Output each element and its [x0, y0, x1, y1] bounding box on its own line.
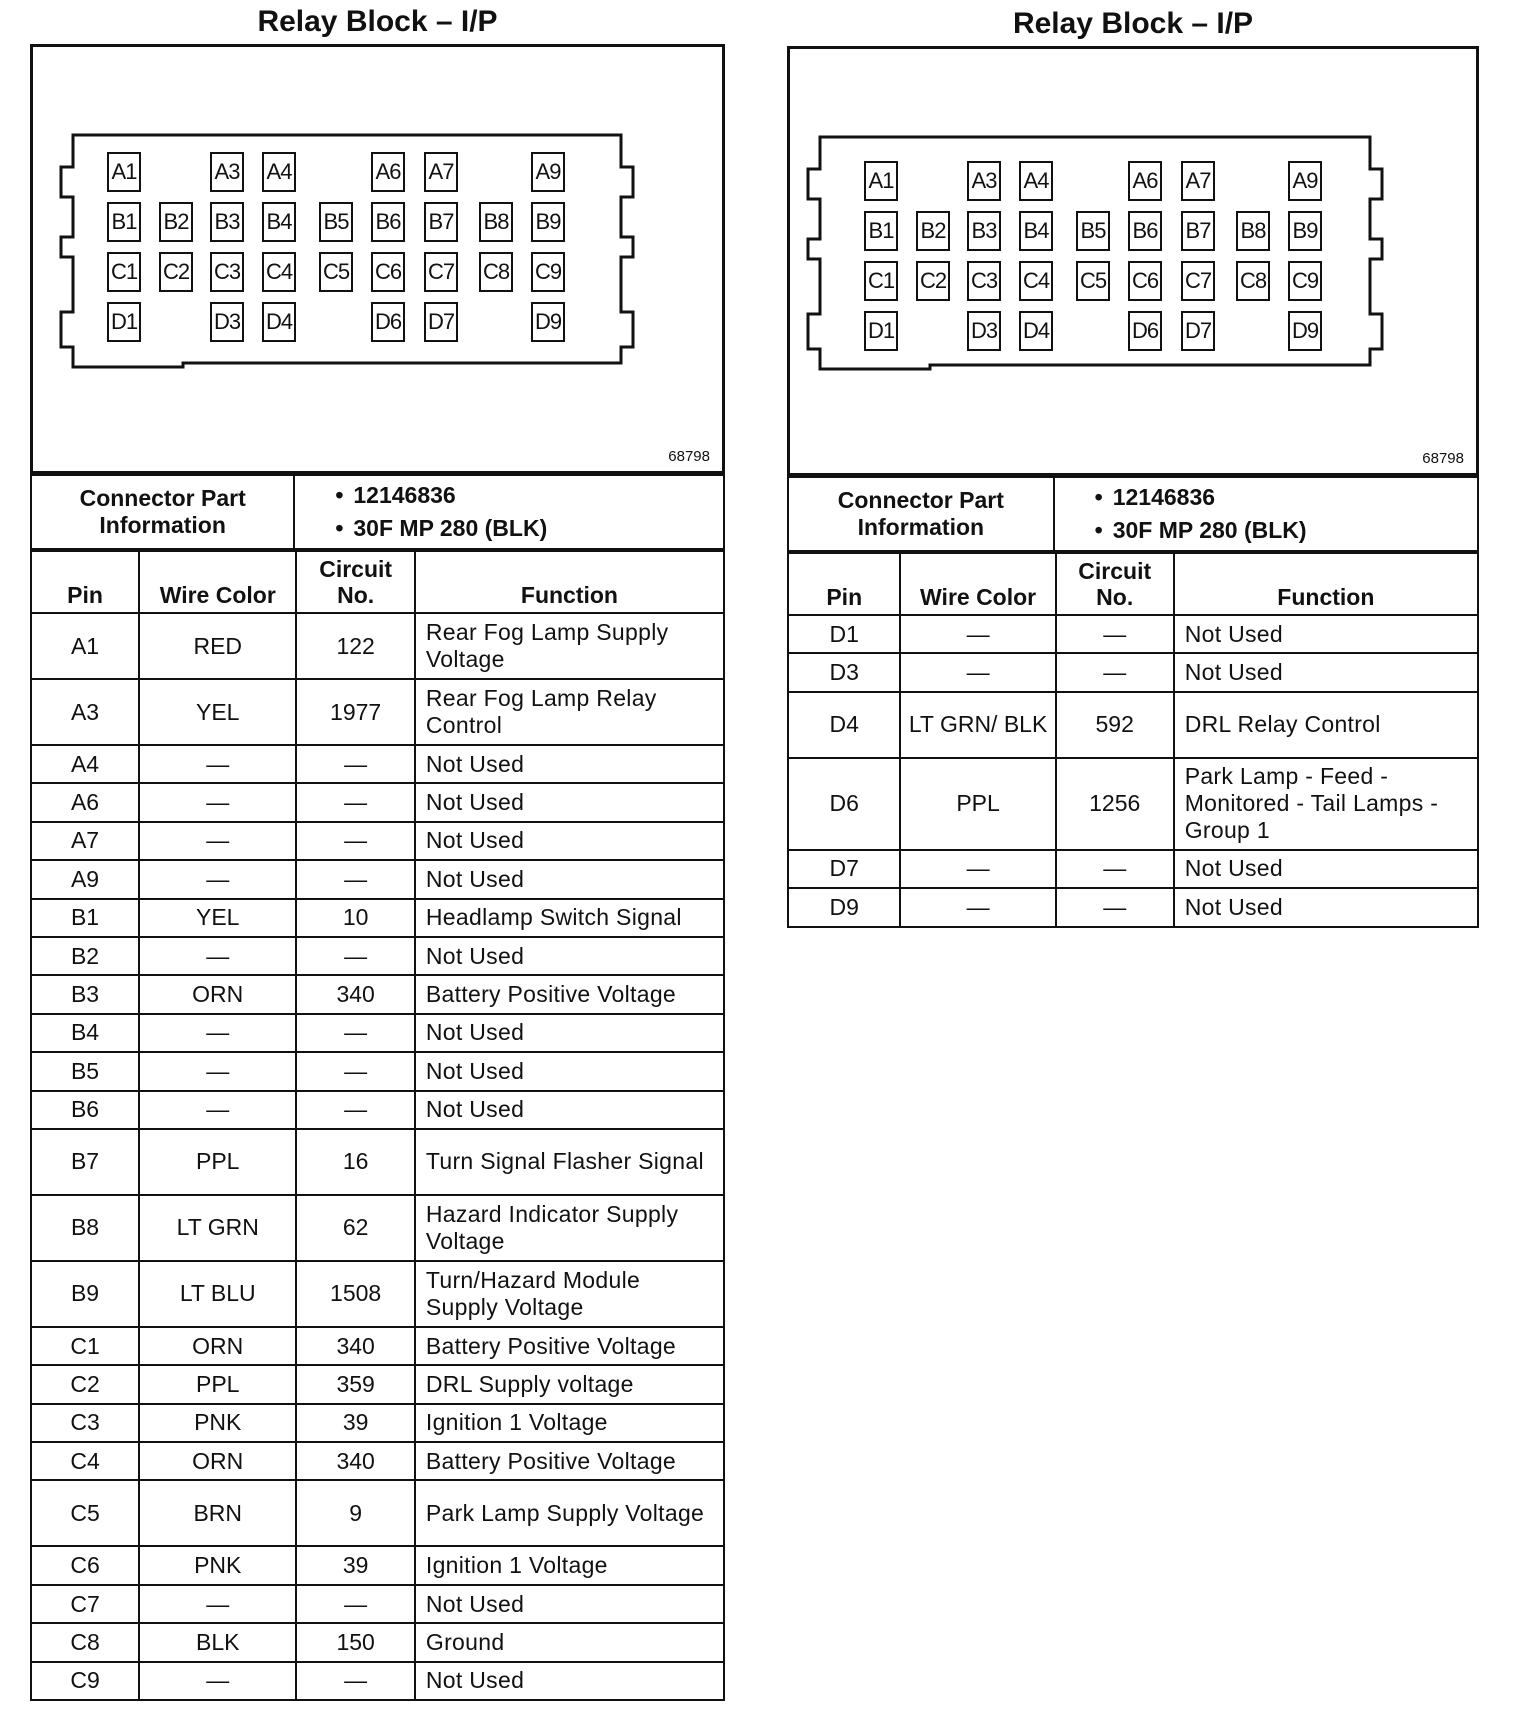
function-cell: Not Used — [415, 783, 724, 821]
pin-cell: A1 — [31, 613, 139, 679]
table-row — [31, 899, 724, 937]
table-row — [788, 888, 1478, 926]
connector-pin-d9: D9 — [1288, 311, 1322, 351]
wire-color-cell: — — [139, 1662, 296, 1700]
wire-color-cell: — — [139, 1585, 296, 1623]
table-row — [31, 1365, 724, 1403]
table-row — [788, 758, 1478, 850]
circuit-no-cell: — — [296, 1585, 415, 1623]
pin-cell: A4 — [31, 745, 139, 783]
table-row — [31, 783, 724, 821]
wire-color-cell: LT GRN/ BLK — [900, 692, 1055, 758]
table-row — [31, 1091, 724, 1129]
pin-cell: B8 — [31, 1195, 139, 1261]
circuit-no-cell: — — [1056, 615, 1174, 653]
circuit-no-cell: — — [296, 783, 415, 821]
table-row — [31, 679, 724, 745]
circuit-no-cell: 150 — [296, 1623, 415, 1661]
connector-pin-a6: A6 — [371, 152, 405, 192]
circuit-no-cell: 9 — [296, 1480, 415, 1546]
circuit-no-cell: — — [296, 1662, 415, 1700]
wire-color-cell: — — [139, 860, 296, 898]
wire-color-cell: PPL — [900, 758, 1055, 850]
pin-cell: C8 — [31, 1623, 139, 1661]
header-pin: Pin — [31, 551, 139, 613]
function-cell: Not Used — [415, 937, 724, 975]
pin-cell: A7 — [31, 822, 139, 860]
connector-pin-d4: D4 — [1019, 311, 1053, 351]
connector-pin-c5: C5 — [319, 252, 353, 292]
table-header — [31, 551, 724, 613]
function-cell: Not Used — [1174, 615, 1478, 653]
circuit-no-cell: — — [1056, 888, 1174, 926]
connector-pin-c7: C7 — [1181, 261, 1215, 301]
connector-pin-d7: D7 — [424, 302, 458, 342]
circuit-no-cell: — — [1056, 653, 1174, 691]
pin-table — [30, 550, 725, 1701]
circuit-no-cell: 62 — [296, 1195, 415, 1261]
function-cell: Ignition 1 Voltage — [415, 1404, 724, 1442]
connector-type: • 30F MP 280 (BLK) — [1095, 514, 1476, 547]
wire-color-cell: PNK — [139, 1404, 296, 1442]
circuit-no-cell: — — [1056, 850, 1174, 888]
connector-pin-b6: B6 — [371, 202, 405, 242]
connector-pin-a7: A7 — [424, 152, 458, 192]
panel-title: Relay Block – I/P — [1012, 7, 1254, 40]
wire-color-cell: ORN — [139, 1327, 296, 1365]
function-cell: Not Used — [415, 1014, 724, 1052]
function-cell: DRL Supply voltage — [415, 1365, 724, 1403]
wire-color-cell: — — [139, 783, 296, 821]
connector-pin-d6: D6 — [371, 302, 405, 342]
function-cell: Not Used — [415, 745, 724, 783]
circuit-no-cell: 359 — [296, 1365, 415, 1403]
header-function: Function — [1174, 553, 1478, 615]
function-cell: Battery Positive Voltage — [415, 975, 724, 1013]
connector-pin-d3: D3 — [210, 302, 244, 342]
table-row — [31, 1261, 724, 1327]
connector-pin-b4: B4 — [1019, 211, 1053, 251]
table-row — [31, 1585, 724, 1623]
connector-pin-a7: A7 — [1181, 161, 1215, 201]
wire-color-cell: — — [900, 888, 1055, 926]
circuit-no-cell: — — [296, 1014, 415, 1052]
connector-pin-c3: C3 — [967, 261, 1001, 301]
connector-pin-c8: C8 — [479, 252, 513, 292]
wire-color-cell: ORN — [139, 975, 296, 1013]
header-wire-color: Wire Color — [900, 553, 1055, 615]
function-cell: Headlamp Switch Signal — [415, 899, 724, 937]
connector-pin-c1: C1 — [107, 252, 141, 292]
wire-color-cell: YEL — [139, 679, 296, 745]
connector-pin-b7: B7 — [1181, 211, 1215, 251]
connector-pin-a6: A6 — [1128, 161, 1162, 201]
function-cell: Not Used — [415, 1662, 724, 1700]
circuit-no-cell: 39 — [296, 1546, 415, 1584]
connector-pin-c6: C6 — [371, 252, 405, 292]
circuit-no-cell: 16 — [296, 1129, 415, 1195]
connector-pin-c6: C6 — [1128, 261, 1162, 301]
connector-pin-b2: B2 — [916, 211, 950, 251]
left-panel — [30, 0, 725, 1701]
connector-pin-c2: C2 — [916, 261, 950, 301]
circuit-no-cell: 10 — [296, 899, 415, 937]
connector-pin-c2: C2 — [159, 252, 193, 292]
wire-color-cell: ORN — [139, 1442, 296, 1480]
function-cell: Not Used — [415, 822, 724, 860]
connector-pin-b5: B5 — [1076, 211, 1110, 251]
connector-pin-c4: C4 — [262, 252, 296, 292]
circuit-no-cell: — — [296, 822, 415, 860]
wire-color-cell: PNK — [139, 1546, 296, 1584]
pin-cell: B3 — [31, 975, 139, 1013]
pin-cell: B9 — [31, 1261, 139, 1327]
connector-pin-b7: B7 — [424, 202, 458, 242]
function-cell: Turn Signal Flasher Signal — [415, 1129, 724, 1195]
function-cell: Not Used — [1174, 653, 1478, 691]
connector-pin-b3: B3 — [210, 202, 244, 242]
right-panel — [787, 2, 1479, 928]
function-cell: Rear Fog Lamp Relay Control — [415, 679, 724, 745]
function-cell: Ground — [415, 1623, 724, 1661]
connector-pin-b8: B8 — [479, 202, 513, 242]
function-cell: Turn/Hazard Module Supply Voltage — [415, 1261, 724, 1327]
connector-pin-b4: B4 — [262, 202, 296, 242]
connector-info-label: Connector Part Information — [788, 477, 1054, 551]
table-row — [31, 1623, 724, 1661]
connector-pin-c5: C5 — [1076, 261, 1110, 301]
pin-cell: B2 — [31, 937, 139, 975]
wire-color-cell: — — [900, 850, 1055, 888]
connector-pin-d7: D7 — [1181, 311, 1215, 351]
table-row — [31, 822, 724, 860]
figure-number: 68798 — [1422, 450, 1464, 467]
connector-pin-d3: D3 — [967, 311, 1001, 351]
pin-cell: D9 — [788, 888, 900, 926]
table-row — [31, 1129, 724, 1195]
function-cell: Not Used — [415, 1091, 724, 1129]
pin-cell: C9 — [31, 1662, 139, 1700]
pin-cell: B4 — [31, 1014, 139, 1052]
connector-pin-d1: D1 — [107, 302, 141, 342]
part-number: • 12146836 — [335, 479, 722, 512]
wire-color-cell: YEL — [139, 899, 296, 937]
circuit-no-cell: — — [296, 745, 415, 783]
connector-pin-b5: B5 — [319, 202, 353, 242]
wire-color-cell: — — [139, 937, 296, 975]
table-row — [31, 613, 724, 679]
wire-color-cell: PPL — [139, 1365, 296, 1403]
pin-cell: D7 — [788, 850, 900, 888]
circuit-no-cell: 340 — [296, 1442, 415, 1480]
connector-info-table — [787, 476, 1479, 552]
table-row — [788, 850, 1478, 888]
table-row — [788, 615, 1478, 653]
header-circuit-no: Circuit No. — [296, 551, 415, 613]
pin-cell: C7 — [31, 1585, 139, 1623]
connector-pin-b9: B9 — [531, 202, 565, 242]
table-row — [31, 1327, 724, 1365]
connector-pin-a1: A1 — [864, 161, 898, 201]
function-cell: Not Used — [1174, 850, 1478, 888]
function-cell: Battery Positive Voltage — [415, 1327, 724, 1365]
connector-pin-d6: D6 — [1128, 311, 1162, 351]
connector-pin-d9: D9 — [531, 302, 565, 342]
function-cell: Not Used — [415, 1052, 724, 1090]
pin-cell: A6 — [31, 783, 139, 821]
circuit-no-cell: 340 — [296, 975, 415, 1013]
connector-diagram — [30, 44, 725, 474]
connector-pin-d1: D1 — [864, 311, 898, 351]
part-number: • 12146836 — [1095, 481, 1476, 514]
pin-cell: D1 — [788, 615, 900, 653]
pin-cell: C6 — [31, 1546, 139, 1584]
connector-pin-a4: A4 — [1019, 161, 1053, 201]
function-cell: Park Lamp - Feed - Monitored - Tail Lamps - Group 1 — [1174, 758, 1478, 850]
pin-cell: C5 — [31, 1480, 139, 1546]
connector-pin-a3: A3 — [210, 152, 244, 192]
circuit-no-cell: 39 — [296, 1404, 415, 1442]
wire-color-cell: — — [139, 1091, 296, 1129]
wire-color-cell: — — [139, 745, 296, 783]
connector-pin-b3: B3 — [967, 211, 1001, 251]
connector-pin-c9: C9 — [1288, 261, 1322, 301]
pin-cell: C4 — [31, 1442, 139, 1480]
table-row — [31, 745, 724, 783]
wire-color-cell: BRN — [139, 1480, 296, 1546]
connector-pin-c3: C3 — [210, 252, 244, 292]
table-row — [31, 1480, 724, 1546]
wire-color-cell: BLK — [139, 1623, 296, 1661]
wire-color-cell: PPL — [139, 1129, 296, 1195]
connector-pin-c9: C9 — [531, 252, 565, 292]
function-cell: Rear Fog Lamp Supply Voltage — [415, 613, 724, 679]
connector-pin-b9: B9 — [1288, 211, 1322, 251]
table-row — [788, 692, 1478, 758]
function-cell: DRL Relay Control — [1174, 692, 1478, 758]
function-cell: Park Lamp Supply Voltage — [415, 1480, 724, 1546]
function-cell: Not Used — [415, 1585, 724, 1623]
connector-pin-a3: A3 — [967, 161, 1001, 201]
wire-color-cell: — — [900, 615, 1055, 653]
connector-pin-c1: C1 — [864, 261, 898, 301]
connector-pin-b1: B1 — [864, 211, 898, 251]
table-row — [31, 1404, 724, 1442]
table-row — [31, 1052, 724, 1090]
header-wire-color: Wire Color — [139, 551, 296, 613]
pin-cell: C3 — [31, 1404, 139, 1442]
table-header — [788, 553, 1478, 615]
wire-color-cell: LT GRN — [139, 1195, 296, 1261]
connector-pin-b6: B6 — [1128, 211, 1162, 251]
pin-cell: B7 — [31, 1129, 139, 1195]
pin-cell: B6 — [31, 1091, 139, 1129]
connector-pin-c8: C8 — [1236, 261, 1270, 301]
connector-diagram — [787, 46, 1479, 476]
circuit-no-cell: — — [296, 937, 415, 975]
table-row — [31, 1014, 724, 1052]
circuit-no-cell: — — [296, 860, 415, 898]
pin-cell: B5 — [31, 1052, 139, 1090]
wire-color-cell: RED — [139, 613, 296, 679]
connector-type: • 30F MP 280 (BLK) — [335, 512, 722, 545]
wire-color-cell: — — [139, 822, 296, 860]
circuit-no-cell: 592 — [1056, 692, 1174, 758]
wire-color-cell: — — [139, 1014, 296, 1052]
table-row — [31, 1442, 724, 1480]
table-row — [788, 653, 1478, 691]
connector-pin-b1: B1 — [107, 202, 141, 242]
header-circuit-no: Circuit No. — [1056, 553, 1174, 615]
connector-pin-c7: C7 — [424, 252, 458, 292]
circuit-no-cell: 1256 — [1056, 758, 1174, 850]
table-row — [31, 860, 724, 898]
figure-number: 68798 — [668, 448, 710, 465]
connector-info-table — [30, 474, 725, 550]
connector-info-values — [294, 475, 724, 549]
table-row — [31, 937, 724, 975]
wire-color-cell: LT BLU — [139, 1261, 296, 1327]
connector-pin-c4: C4 — [1019, 261, 1053, 301]
circuit-no-cell: — — [296, 1091, 415, 1129]
connector-info-values — [1054, 477, 1478, 551]
function-cell: Not Used — [1174, 888, 1478, 926]
connector-pin-d4: D4 — [262, 302, 296, 342]
pin-cell: D6 — [788, 758, 900, 850]
function-cell: Battery Positive Voltage — [415, 1442, 724, 1480]
table-row — [31, 975, 724, 1013]
header-pin: Pin — [788, 553, 900, 615]
circuit-no-cell: 122 — [296, 613, 415, 679]
function-cell: Ignition 1 Voltage — [415, 1546, 724, 1584]
connector-pin-b2: B2 — [159, 202, 193, 242]
table-row — [31, 1195, 724, 1261]
table-row — [31, 1546, 724, 1584]
connector-pin-b8: B8 — [1236, 211, 1270, 251]
circuit-no-cell: 1977 — [296, 679, 415, 745]
connector-pin-a9: A9 — [531, 152, 565, 192]
connector-pin-a4: A4 — [262, 152, 296, 192]
pin-cell: C2 — [31, 1365, 139, 1403]
connector-pin-a1: A1 — [107, 152, 141, 192]
pin-cell: C1 — [31, 1327, 139, 1365]
table-row — [31, 1662, 724, 1700]
circuit-no-cell: 1508 — [296, 1261, 415, 1327]
pin-table — [787, 552, 1479, 928]
header-function: Function — [415, 551, 724, 613]
pin-cell: D4 — [788, 692, 900, 758]
pin-cell: A9 — [31, 860, 139, 898]
circuit-no-cell: 340 — [296, 1327, 415, 1365]
connector-pin-a9: A9 — [1288, 161, 1322, 201]
pin-cell: B1 — [31, 899, 139, 937]
function-cell: Not Used — [415, 860, 724, 898]
panel-title: Relay Block – I/P — [257, 5, 498, 38]
wire-color-cell: — — [139, 1052, 296, 1090]
function-cell: Hazard Indicator Supply Voltage — [415, 1195, 724, 1261]
circuit-no-cell: — — [296, 1052, 415, 1090]
pin-cell: A3 — [31, 679, 139, 745]
wire-color-cell: — — [900, 653, 1055, 691]
pin-cell: D3 — [788, 653, 900, 691]
connector-info-label: Connector Part Information — [31, 475, 294, 549]
